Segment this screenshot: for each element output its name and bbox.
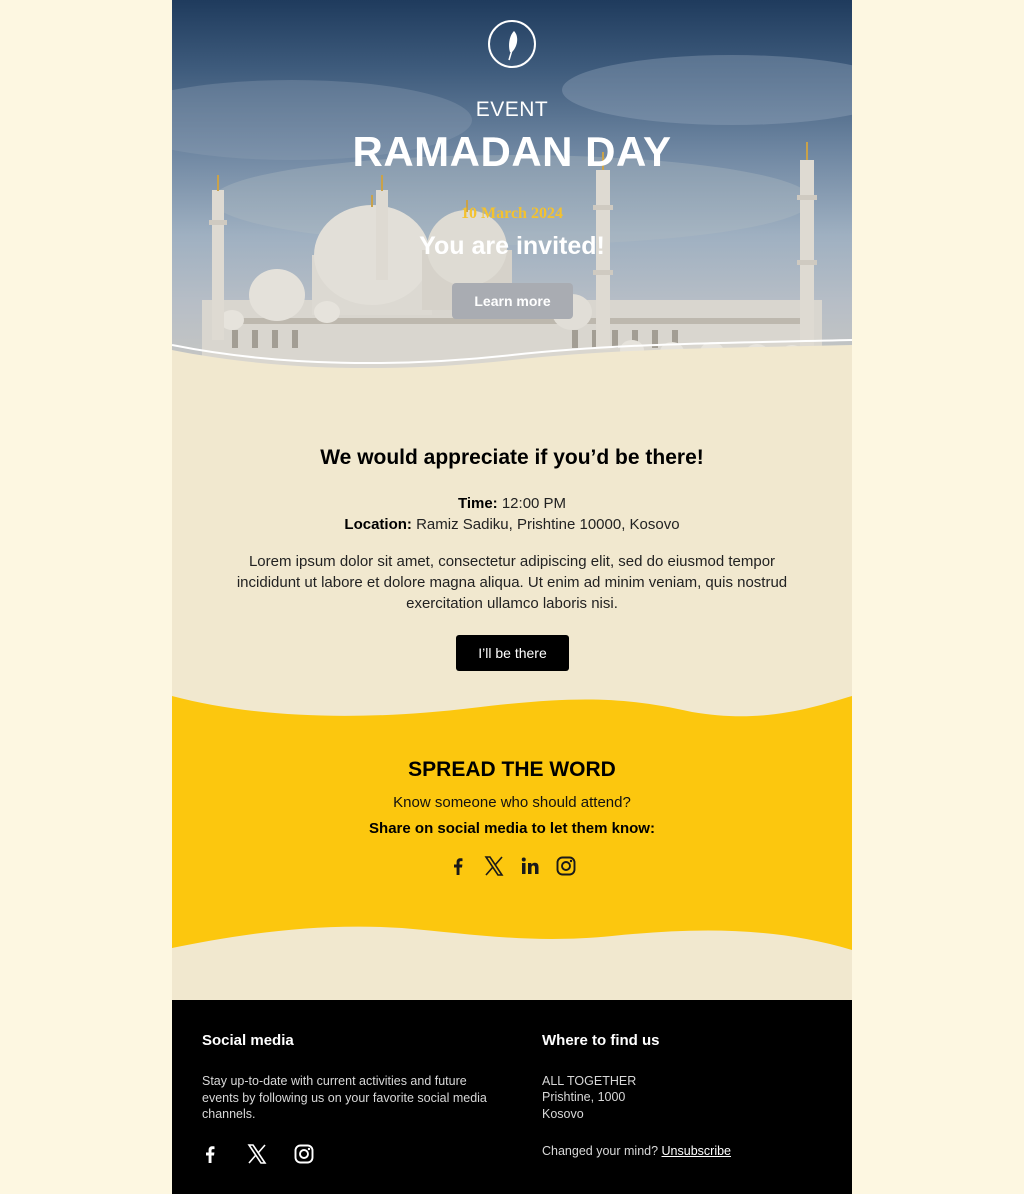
learn-more-button[interactable]: Learn more: [452, 283, 573, 319]
event-title: RAMADAN DAY: [352, 128, 672, 175]
spread-share-text: Share on social media to let them know:: [369, 820, 655, 837]
hero-banner: [172, 0, 852, 380]
event-eyebrow: EVENT: [475, 98, 549, 121]
footer-social-icons: [198, 1142, 316, 1166]
spread-title: SPREAD THE WORD: [408, 758, 616, 781]
event-date: 10 March 2024: [461, 205, 563, 222]
footer: [172, 1000, 852, 1194]
social-text: Stay up-to-date with current activities and future events by following us on your favorite social media channels.: [202, 1074, 487, 1121]
social-heading: Social media: [202, 1032, 294, 1049]
time-value: 12:00 PM: [501, 495, 567, 512]
facebook-icon[interactable]: [446, 854, 470, 878]
rsvp-button[interactable]: I’ll be there: [456, 635, 569, 671]
feather-logo: [488, 20, 536, 68]
x-icon[interactable]: [245, 1142, 269, 1166]
spread-subtitle: Know someone who should attend?: [393, 794, 631, 811]
location-value: Ramiz Sadiku, Prishtine 10000, Kosovo: [416, 516, 680, 533]
invited-heading: You are invited!: [419, 232, 605, 260]
unsubscribe-prefix: Changed your mind?: [542, 1144, 659, 1158]
instagram-icon[interactable]: [292, 1142, 316, 1166]
location-line: [172, 516, 852, 533]
details-body: Lorem ipsum dolor sit amet, consectetur adipiscing elit, sed do eiusmod tempor incididunt ut labore et dolore magna aliqua. Ut enim ad minim veniam, quis nostrud exercitation ullamco laboris nisi.: [236, 553, 788, 612]
time-line: [172, 495, 852, 512]
find-us-heading: Where to find us: [542, 1032, 660, 1049]
location-label: Location:: [344, 516, 412, 533]
x-icon[interactable]: [482, 854, 506, 878]
share-icons: [446, 854, 578, 878]
instagram-icon[interactable]: [554, 854, 578, 878]
facebook-icon[interactable]: [198, 1142, 222, 1166]
address-line-2: Prishtine, 1000: [542, 1090, 626, 1104]
details-heading: We would appreciate if you’d be there!: [320, 446, 704, 469]
unsubscribe-link[interactable]: Unsubscribe: [661, 1144, 732, 1158]
time-label: Time:: [457, 495, 498, 512]
address-line-3: Kosovo: [542, 1107, 584, 1121]
email-container: [172, 0, 852, 1194]
address-line-1: ALL TOGETHER: [542, 1074, 637, 1088]
linkedin-icon[interactable]: [518, 854, 542, 878]
unsubscribe-line: [542, 1143, 731, 1160]
feather-icon: [490, 22, 534, 66]
